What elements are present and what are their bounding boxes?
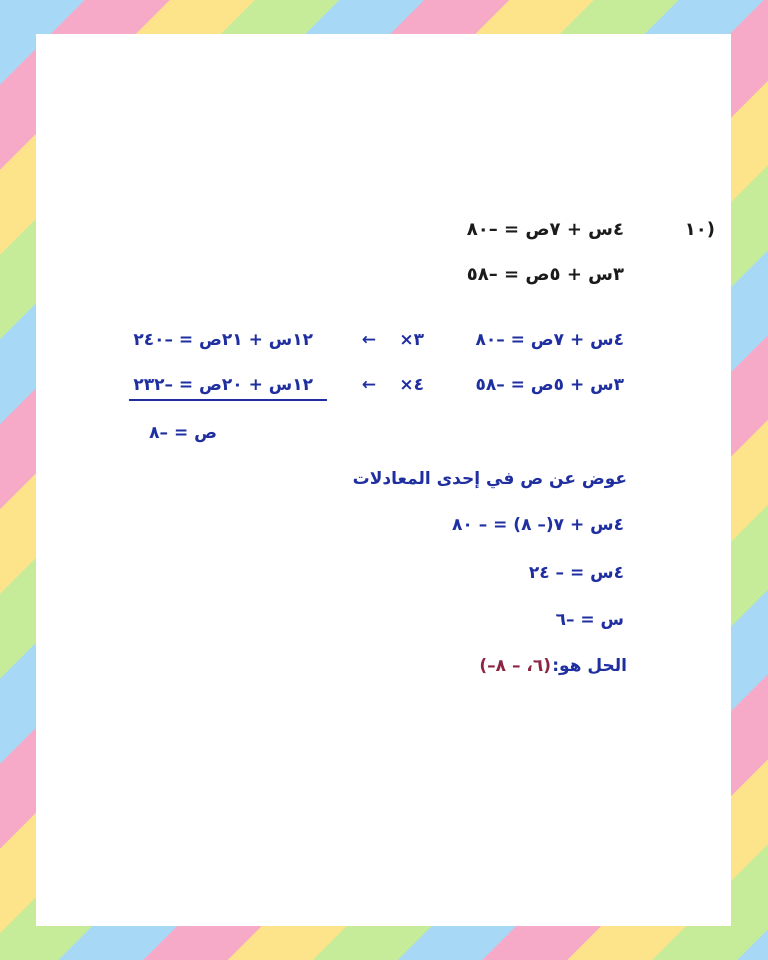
worksheet-page [36,34,731,926]
equation-2: ٣س + ٥ص = –٥٨ [466,264,624,285]
y-result: ص = –٨ [149,423,217,443]
problem-number: ١٠) [684,219,715,240]
substitution-step-3: س = –٦ [555,610,624,630]
solution-value: (–٦، – ٨) [479,656,551,676]
equation-1: ٤س + ٧ص = –٨٠ [466,219,624,240]
substitution-step-1: ٤س + ٧(– ٨) = – ٨٠ [452,515,624,535]
elim-row1-factor: ×٣ [399,330,424,350]
elim-row1-result: ١٢س + ٢١ص = –٢٤٠ [133,330,313,350]
solution-label: الحل هو: [552,656,627,676]
elim-row1-original: ٤س + ٧ص = –٨٠ [475,330,624,350]
elim-row2-original: ٣س + ٥ص = –٥٨ [475,375,624,395]
elim-row2-arrow-icon: ← [361,375,376,395]
elim-row1-arrow-icon: ← [361,330,376,350]
elim-row2-result: ١٢س + ٢٠ص = –٢٣٢ [129,375,327,401]
substitution-heading: عوض عن ص في إحدى المعادلات [352,469,627,489]
elim-row2-factor: ×٤ [399,375,424,395]
substitution-step-2: ٤س = – ٢٤ [528,563,624,583]
